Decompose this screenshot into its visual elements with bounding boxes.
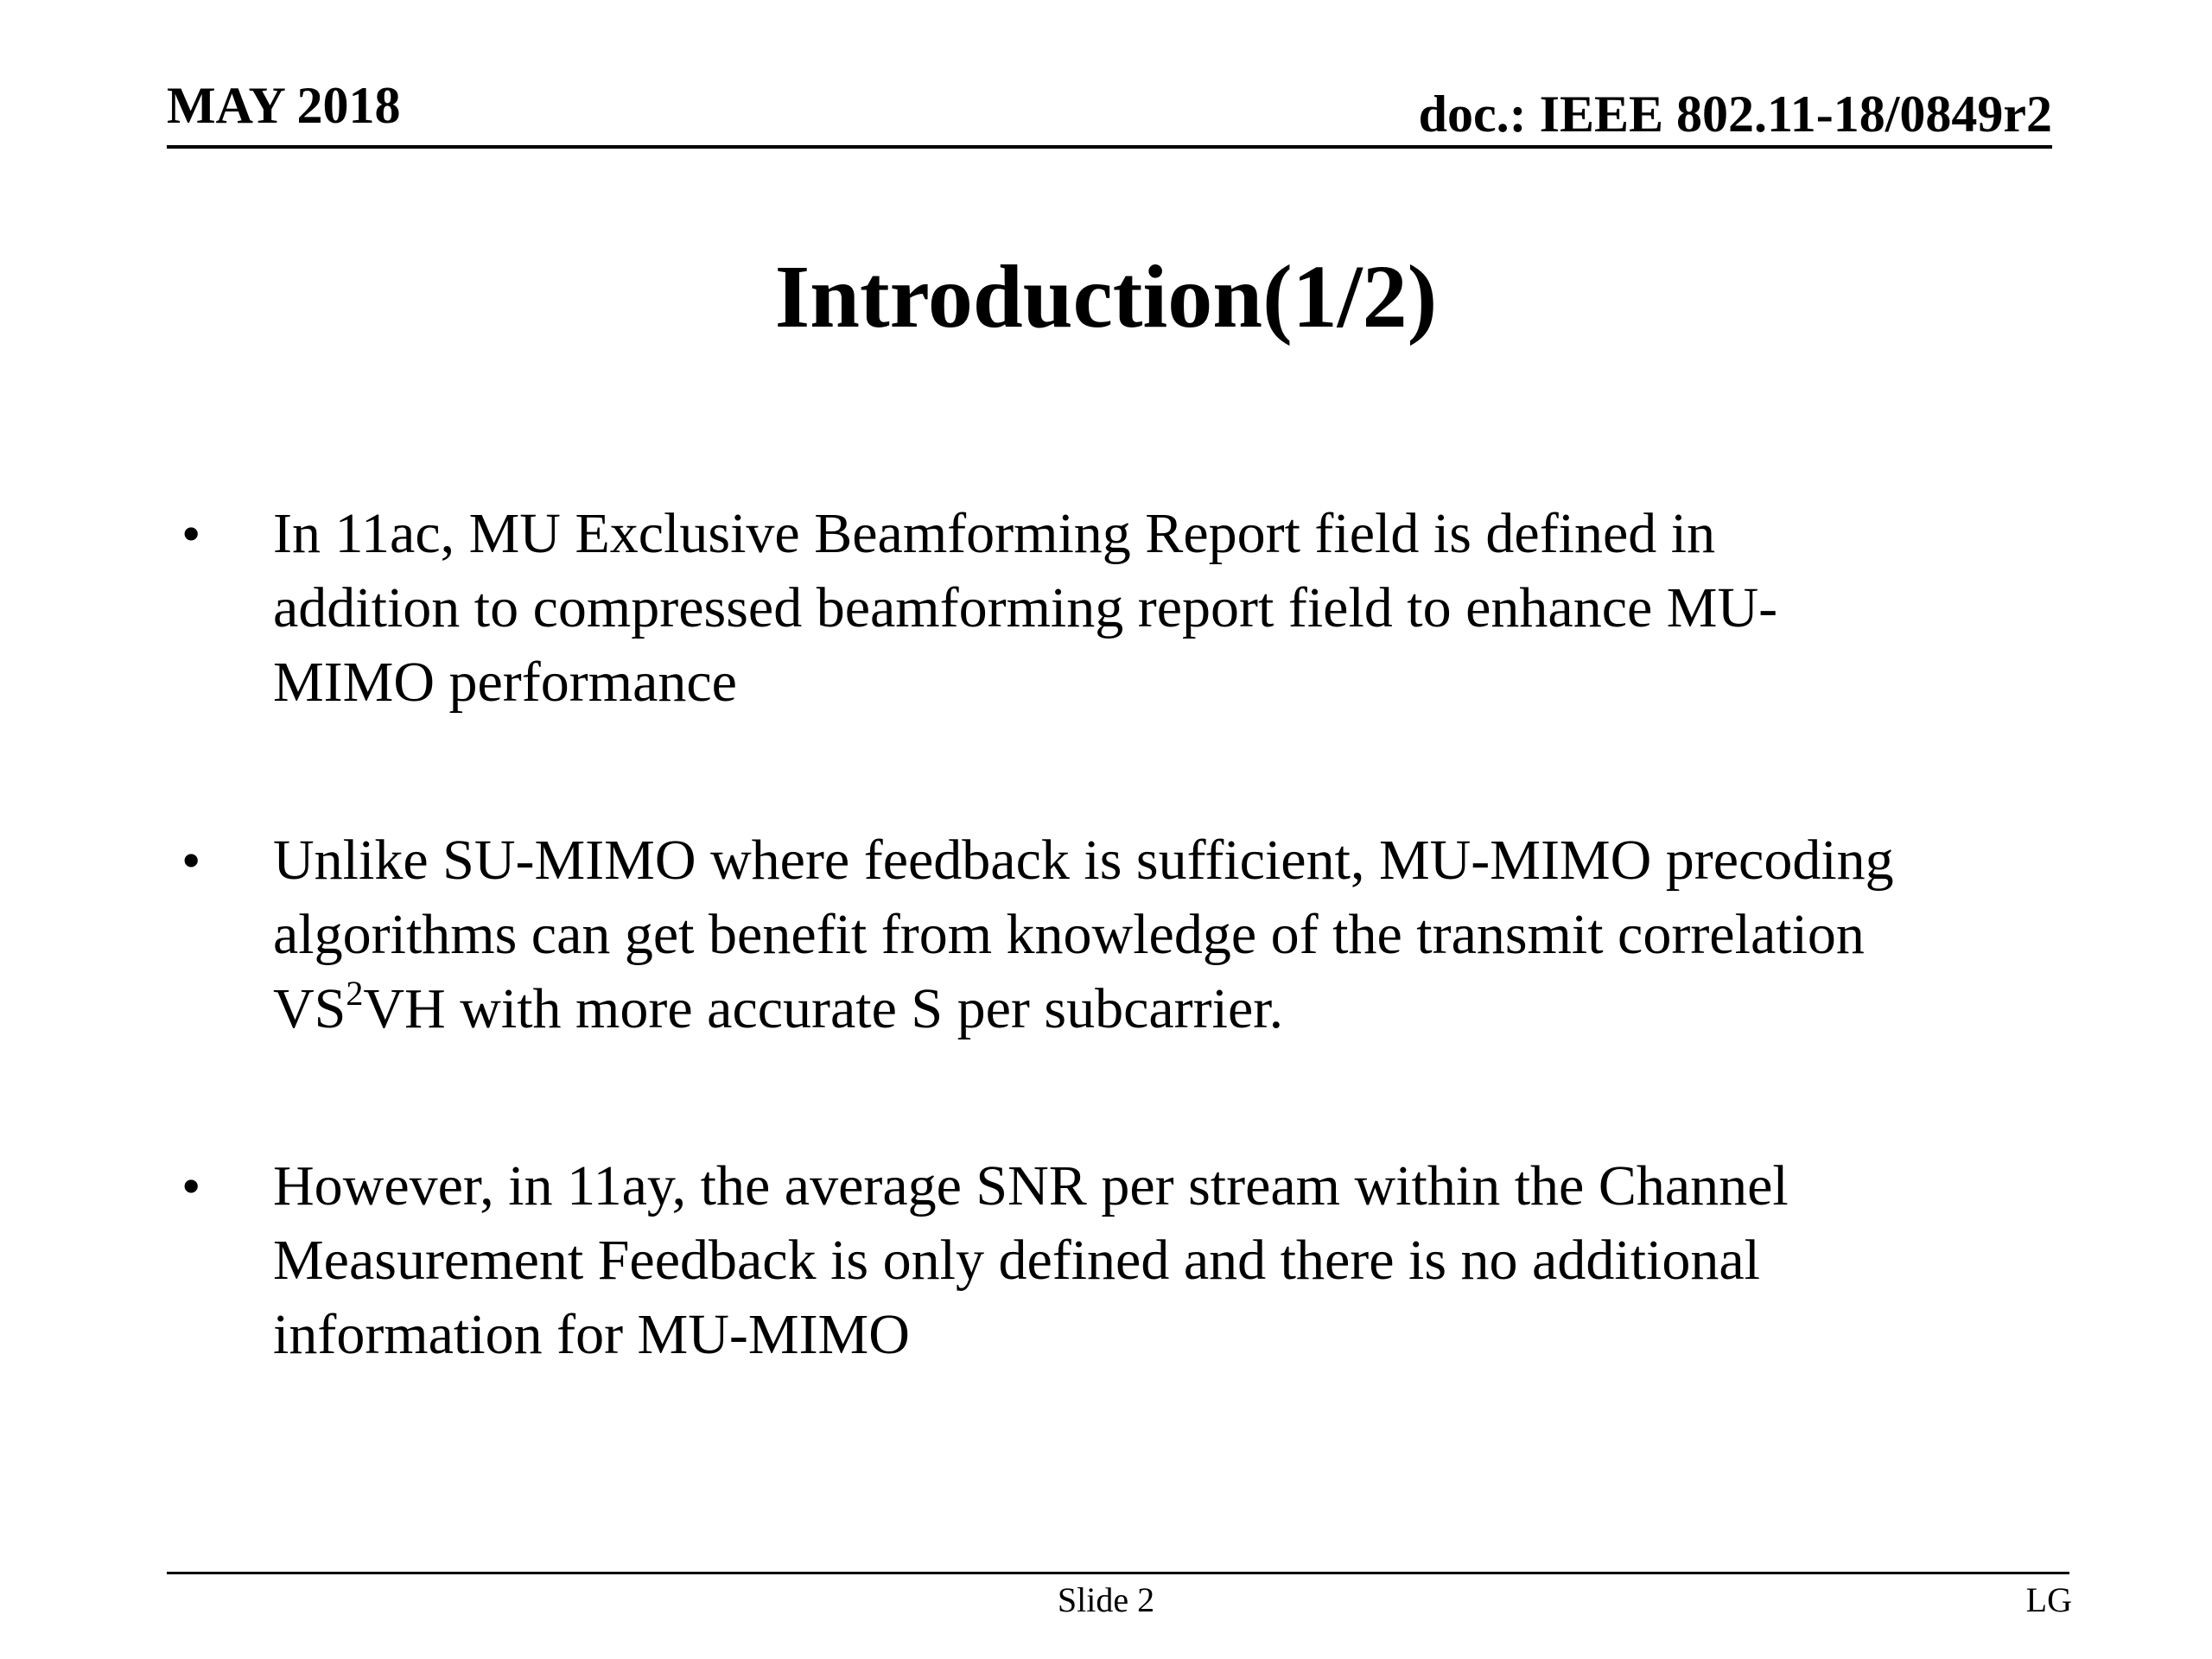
bullet-line: Unlike SU-MIMO where feedback is sufficient, MU-MIMO precoding [273, 829, 1894, 892]
header-divider [167, 145, 2052, 149]
slide-number: Slide 2 [1057, 1580, 1155, 1619]
bullet-marker: • [181, 503, 201, 564]
bullet-line: In 11ac, MU Exclusive Beamforming Report field is defined in [273, 502, 1716, 565]
header-doc-id: doc.: IEEE 802.11-18/0849r2 [1418, 86, 2052, 143]
bullet-text [273, 823, 2088, 1046]
bullet-marker: • [181, 830, 201, 891]
formula-superscript: 2 [346, 974, 364, 1013]
footer-divider [167, 1572, 2069, 1574]
bullet-text [273, 497, 2088, 720]
bullet-line: information for MU-MIMO [273, 1303, 910, 1366]
slide-title: Introduction(1/2) [774, 247, 1438, 346]
header-date: MAY 2018 [167, 77, 401, 134]
bullet-marker: • [181, 1155, 201, 1217]
bullet-line: However, in 11ay, the average SNR per stream within the Channel [273, 1154, 1789, 1217]
bullet-line: Measurement Feedback is only defined and there is no additional [273, 1229, 1760, 1292]
bullet-line: algorithms can get benefit from knowledge of the transmit correlation [273, 903, 1865, 966]
bullet-line: addition to compressed beamforming report field to enhance MU- [273, 576, 1778, 639]
bullet-text [273, 1149, 2088, 1372]
formula-base: VS [273, 977, 346, 1040]
bullet-formula-line [273, 972, 2088, 1046]
formula-rest: VH with more accurate S per subcarrier. [363, 977, 1284, 1040]
bullet-line: MIMO performance [273, 651, 737, 714]
footer-author: LG [2025, 1580, 2072, 1619]
